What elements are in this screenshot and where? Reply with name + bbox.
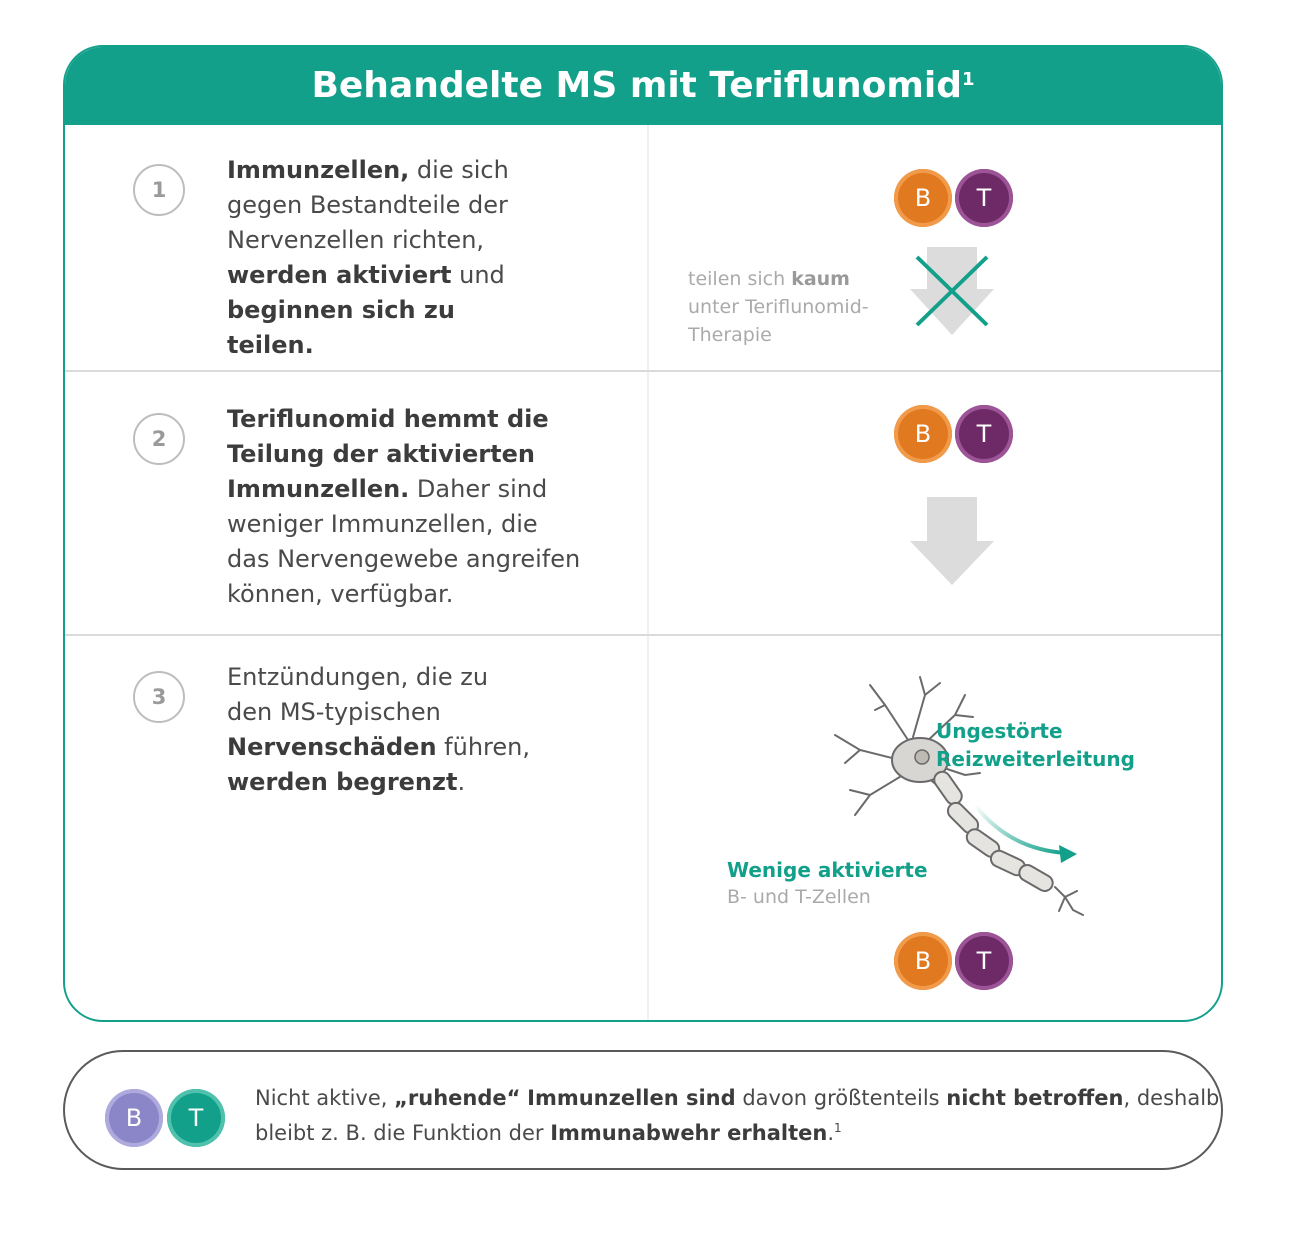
step-text-3 xyxy=(227,660,537,800)
down-arrow-icon xyxy=(910,497,994,585)
resting-b-cell: B xyxy=(105,1089,163,1147)
note-proliferation xyxy=(688,265,869,349)
step3-text-3: . xyxy=(457,768,466,796)
footer-t7: , deshalb bleibt z. B. die Funktion der xyxy=(255,1086,1220,1145)
label-signal-2: Reizweiterleitung xyxy=(936,747,1135,771)
resting-cells-text xyxy=(255,1083,1221,1148)
column-divider xyxy=(647,125,649,1020)
step1-bold-1: Immunzellen, xyxy=(227,156,410,184)
step-number-3: 3 xyxy=(133,671,185,723)
resting-cells-note xyxy=(63,1050,1223,1170)
bt-cells-1 xyxy=(894,169,1014,229)
footer-footnote-marker: 1 xyxy=(834,1121,842,1135)
b-cell: B xyxy=(894,932,952,990)
b-cell: B xyxy=(894,169,952,227)
footer-t4: Immunzellen sind xyxy=(527,1086,736,1110)
step1-text-1: die sich gegen Bestandteile der Nervenzellen richten, xyxy=(227,156,509,254)
label-few-cells-title: Wenige aktivierte xyxy=(727,858,928,882)
footer-t5: davon größtenteils xyxy=(735,1086,947,1110)
footnote-marker: 1 xyxy=(962,69,975,90)
step1-text-2: und xyxy=(451,261,505,289)
step3-text-1: Entzündungen, die zu den MS-typischen xyxy=(227,663,489,726)
step-text-2 xyxy=(227,402,587,612)
label-signal-1: Ungestörte xyxy=(936,719,1063,743)
footer-t1: Nicht aktive, xyxy=(255,1086,395,1110)
note-line2: unter Teriflunomid- xyxy=(688,296,869,318)
blocked-arrow-icon xyxy=(910,247,994,337)
t-cell: T xyxy=(955,405,1013,463)
bt-cells-3 xyxy=(894,932,1014,992)
row-divider-1 xyxy=(65,370,1221,372)
footer-t6: nicht betroffen xyxy=(946,1086,1124,1110)
note-line3: Therapie xyxy=(688,324,772,346)
b-cell: B xyxy=(894,405,952,463)
resting-t-cell: T xyxy=(167,1089,225,1147)
footer-t8: Immunabwehr erhalten xyxy=(550,1121,828,1145)
step3-text-2: führen, xyxy=(436,733,530,761)
card-title xyxy=(65,47,1221,125)
card-title-text: Behandelte MS mit Teriflunomid xyxy=(311,65,963,106)
bt-cells-2 xyxy=(894,405,1014,465)
footer-t2: „ruhende“ xyxy=(394,1086,521,1110)
note-line1a: teilen sich xyxy=(688,268,792,290)
row-divider-2 xyxy=(65,634,1221,636)
label-few-cells-sub: B- und T-Zellen xyxy=(727,886,871,908)
step-number-1: 1 xyxy=(133,164,185,216)
t-cell: T xyxy=(955,932,1013,990)
therapy-card xyxy=(63,45,1223,1022)
step2-bold-1: Teriflunomid hemmt die Teilung der aktivierten Immunzellen. xyxy=(227,405,549,503)
step2-text-1: Daher sind weniger Immunzellen, die das Nervengewebe angreifen können, verfügbar. xyxy=(227,475,581,608)
t-cell: T xyxy=(955,169,1013,227)
footer-t9: . xyxy=(827,1121,835,1145)
step3-bold-3: werden begrenzt xyxy=(227,768,458,796)
label-few-cells xyxy=(727,856,928,910)
step1-bold-2: werden aktiviert xyxy=(227,261,452,289)
note-line1b: kaum xyxy=(791,268,850,290)
step-number-2: 2 xyxy=(133,413,185,465)
step1-bold-3: beginnen sich zu teilen. xyxy=(227,296,455,359)
step3-bold-2: Nervenschäden xyxy=(227,733,437,761)
label-signal xyxy=(936,717,1135,773)
step-text-1 xyxy=(227,153,547,363)
